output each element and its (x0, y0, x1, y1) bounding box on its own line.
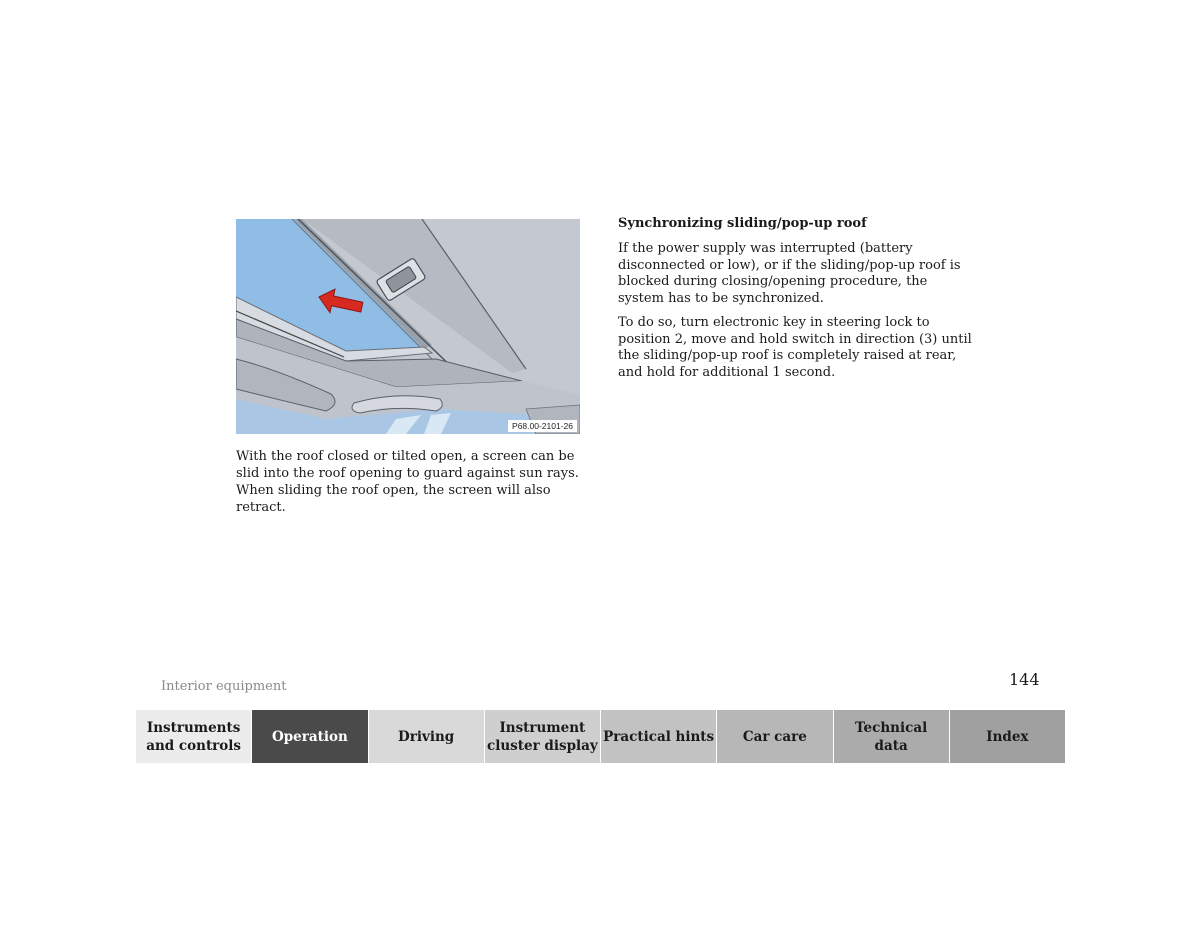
paragraph-2: To do so, turn electronic key in steering lock to position 2, move and hold switch in direction (3) until the sliding/pop-up roof is completely raised at rear, and hold for additional 1 second. (618, 314, 972, 380)
paragraph-1: If the power supply was interrupted (battery disconnected or low), or if the sliding/pop-up roof is blocked during closing/opening procedure, the system has to be synchronized. (618, 241, 961, 307)
tab-index[interactable] (950, 710, 1065, 763)
section-content (618, 215, 974, 389)
tab-label: Instrument cluster display (487, 719, 598, 754)
tab-instruments-and-controls[interactable] (136, 710, 252, 763)
tab-label: Instruments and controls (146, 719, 242, 754)
tab-label: Practical hints (603, 728, 715, 745)
page-number: 144 (1009, 670, 1040, 689)
tab-label: Index (986, 728, 1029, 745)
figure-code: P68.00-2101-26 (508, 420, 577, 432)
tab-operation[interactable] (252, 710, 368, 763)
tab-instrument-cluster-display[interactable] (485, 710, 601, 763)
tab-label: Operation (271, 728, 348, 745)
tab-car-care[interactable] (717, 710, 833, 763)
section-label: Interior equipment (161, 679, 287, 694)
tab-practical-hints[interactable] (601, 710, 717, 763)
tab-label: Car care (742, 728, 807, 745)
sunroof-illustration (236, 219, 580, 434)
section-heading: Synchronizing sliding/pop-up roof (618, 216, 867, 231)
tab-label: Driving (398, 728, 455, 745)
chapter-nav (136, 710, 1065, 763)
tab-label: Technical data (855, 719, 928, 754)
tab-driving[interactable] (369, 710, 485, 763)
tab-technical-data[interactable] (834, 710, 950, 763)
figure-caption: With the roof closed or tilted open, a screen can be slid into the roof opening to guard against sun rays. When sliding the roof open, the screen will also retract. (236, 449, 579, 515)
